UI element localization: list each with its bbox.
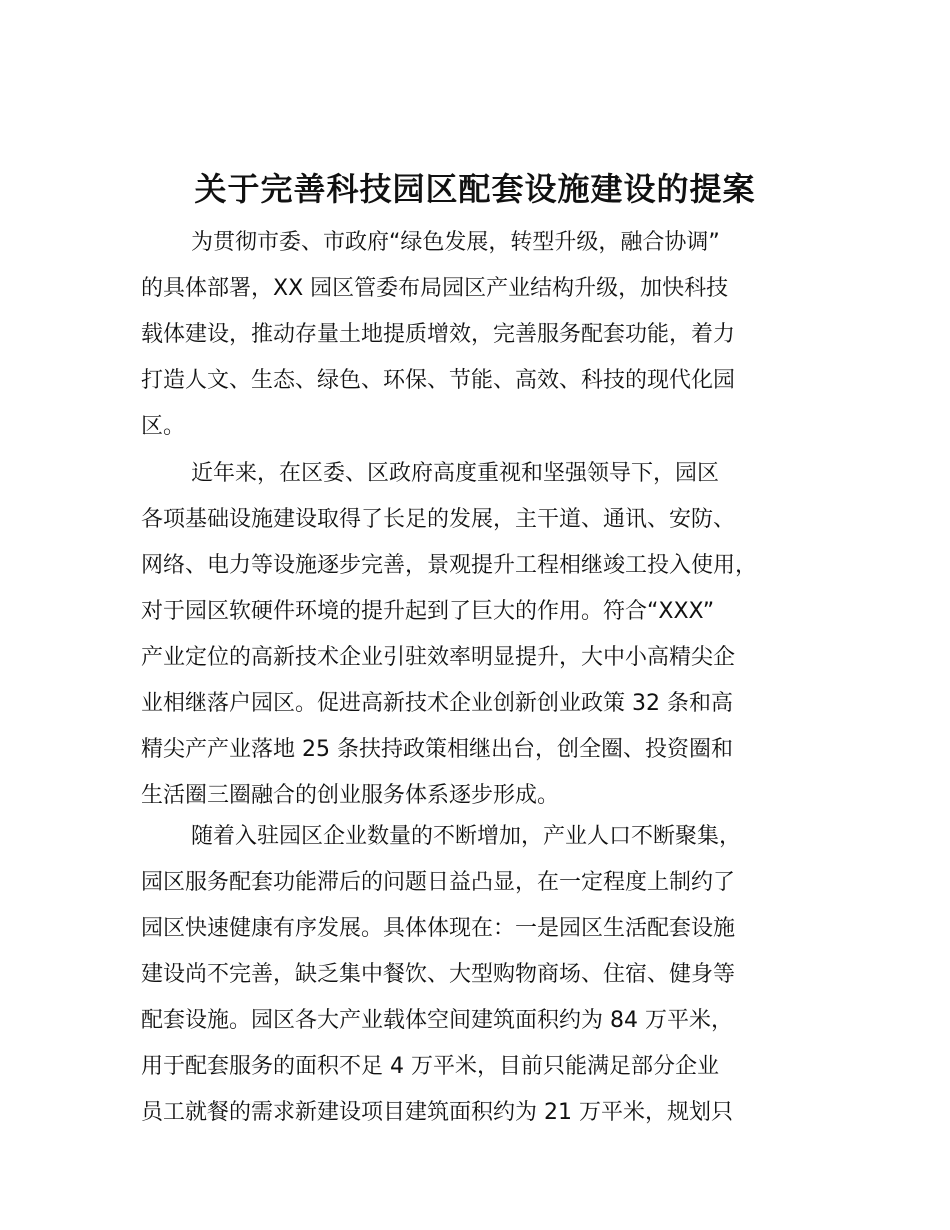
paragraph-line: 业相继落户园区。促进高新技术企业创新创业政策 32 条和高: [141, 691, 733, 716]
paragraph-line: 近年来，在区委、区政府高度重视和坚强领导下，园区: [191, 461, 720, 486]
paragraph-2: [141, 451, 841, 819]
paragraph-line: 精尖产产业落地 25 条扶持政策相继出台，创全圈、投资圈和: [141, 737, 733, 762]
paragraph-line: 用于配套服务的面积不足 4 万平米，目前只能满足部分企业: [141, 1054, 719, 1079]
paragraph-line: 园区快速健康有序发展。具体体现在：一是园区生活配套设施: [141, 916, 736, 941]
paragraph-1: [141, 220, 841, 450]
paragraph-line: 网络、电力等设施逐步完善，景观提升工程相继竣工投入使用，: [141, 553, 758, 578]
document-title: 关于完善科技园区配套设施建设的提案: [194, 170, 756, 209]
paragraph-line: 园区服务配套功能滞后的问题日益凸显，在一定程度上制约了: [141, 870, 736, 895]
paragraph-line: 打造人文、生态、绿色、环保、节能、高效、科技的现代化园: [141, 368, 736, 393]
paragraph-line: 为贯彻市委、市政府“绿色发展，转型升级，融合协调”: [191, 230, 720, 255]
paragraph-line: 区。: [141, 414, 186, 439]
paragraph-line: 随着入驻园区企业数量的不断增加，产业人口不断聚集，: [191, 824, 742, 849]
paragraph-line: 建设尚不完善，缺乏集中餐饮、大型购物商场、住宿、健身等: [141, 962, 736, 987]
paragraph-line: 员工就餐的需求新建设项目建筑面积约为 21 万平米，规划只: [141, 1100, 733, 1125]
paragraph-line: 对于园区软硬件环境的提升起到了巨大的作用。符合“XXX”: [141, 599, 715, 624]
paragraph-line: 的具体部署，XX 园区管委布局园区产业结构升级，加快科技: [141, 276, 729, 301]
paragraph-line: 载体建设，推动存量土地提质增效，完善服务配套功能，着力: [141, 322, 736, 347]
paragraph-line: 配套设施。园区各大产业载体空间建筑面积约为 84 万平米，: [141, 1008, 733, 1033]
paragraph-3: [141, 814, 841, 1136]
paragraph-line: 生活圈三圈融合的创业服务体系逐步形成。: [141, 783, 560, 808]
paragraph-line: 各项基础设施建设取得了长足的发展，主干道、通讯、安防、: [141, 507, 736, 532]
paragraph-line: 产业定位的高新技术企业引驻效率明显提升，大中小高精尖企: [141, 645, 736, 670]
